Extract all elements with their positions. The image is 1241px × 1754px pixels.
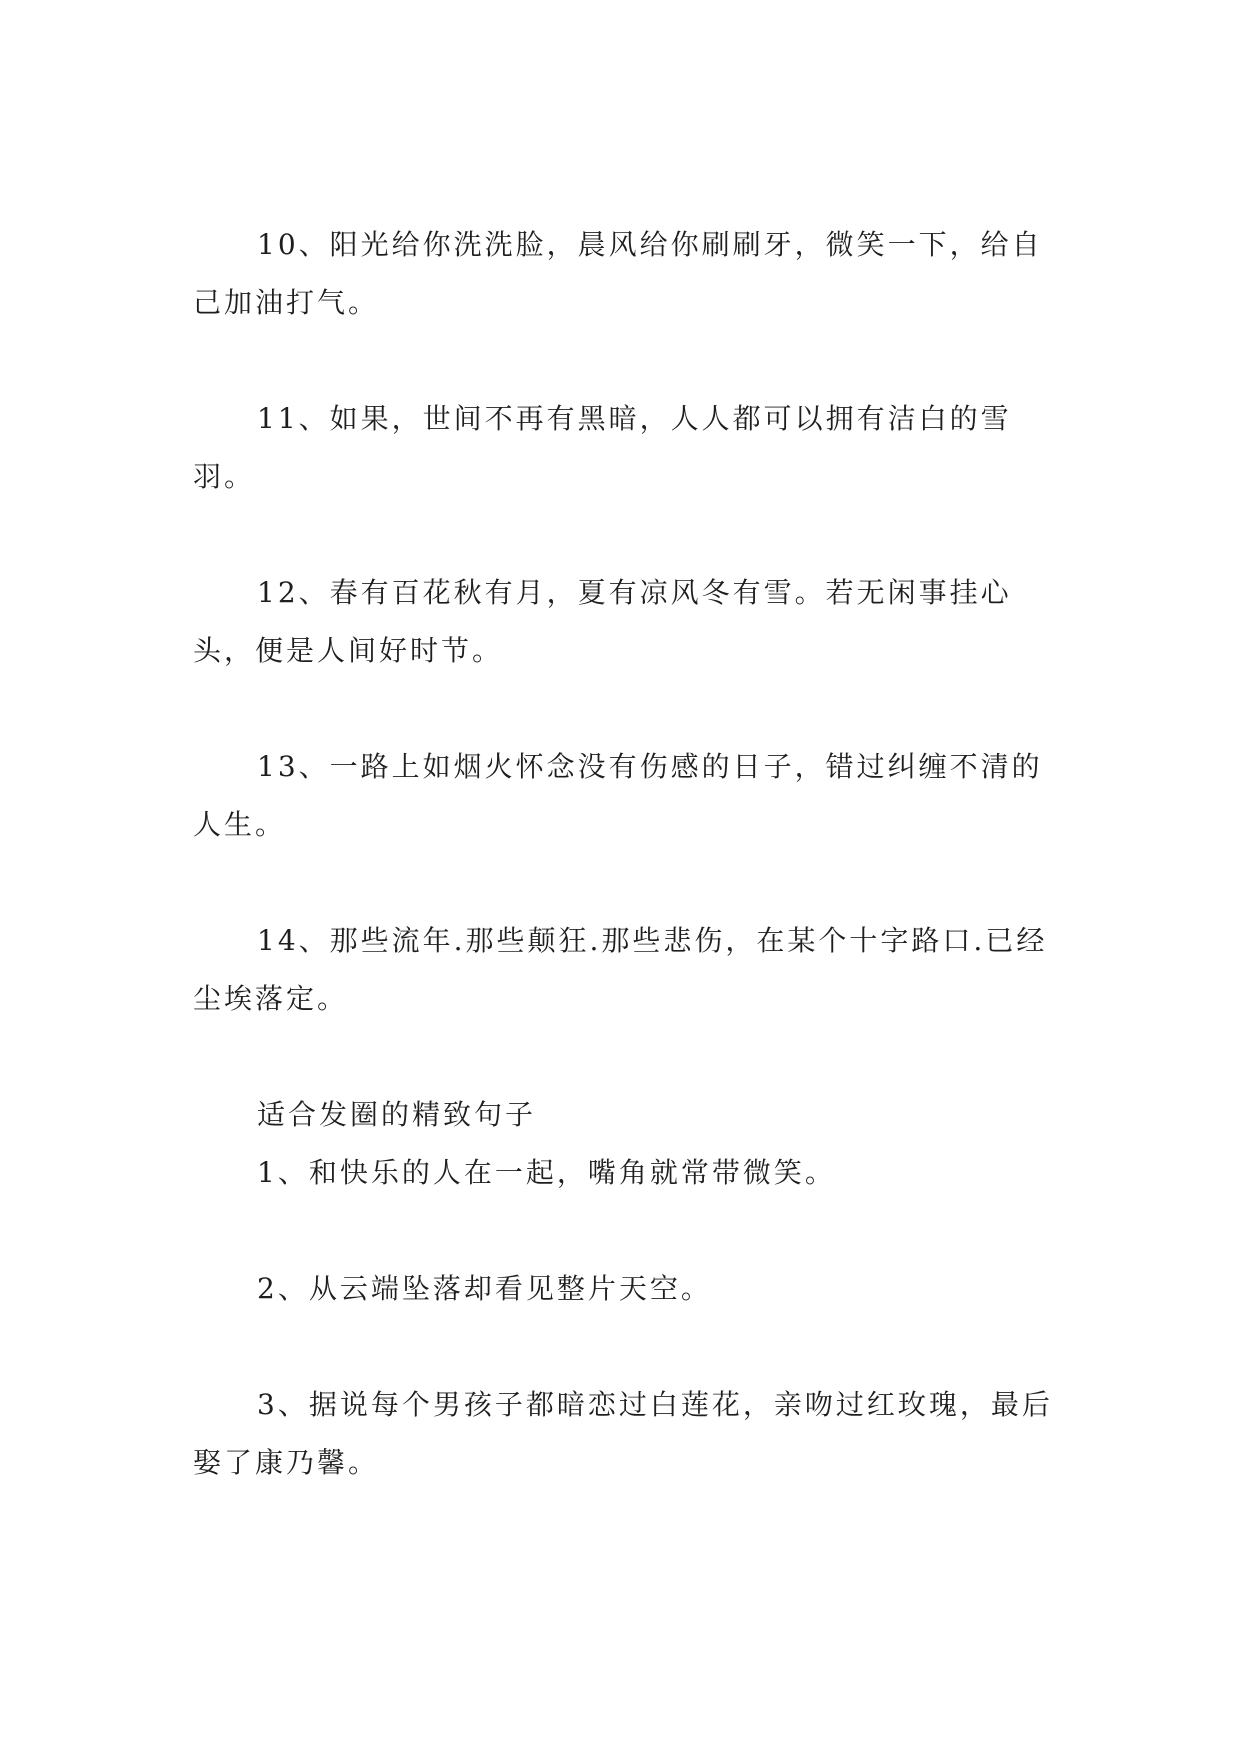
paragraph-13: 13、一路上如烟火怀念没有伤感的日子，错过纠缠不清的人生。: [193, 750, 1043, 841]
section-heading: 适合发圈的精致句子: [257, 1098, 537, 1131]
paragraph-11: 11、如果，世间不再有黑暗，人人都可以拥有洁白的雪羽。: [193, 402, 1012, 493]
paragraph-12: 12、春有百花秋有月，夏有凉风冬有雪。若无闲事挂心头，便是人间好时节。: [193, 576, 1012, 667]
paragraph-14: 14、那些流年.那些颠狂.那些悲伤，在某个十字路口.已经尘埃落定。: [193, 924, 1048, 1015]
paragraph-10: 10、阳光给你洗洗脸，晨风给你刷刷牙，微笑一下，给自己加油打气。: [193, 228, 1043, 319]
paragraph-3: 3、据说每个男孩子都暗恋过白莲花，亲吻过红玫瑰，最后娶了康乃馨。: [193, 1388, 1053, 1479]
paragraph-2: 2、从云端坠落却看见整片天空。: [257, 1272, 712, 1305]
paragraph-1: 1、和快乐的人在一起，嘴角就常带微笑。: [257, 1156, 836, 1189]
